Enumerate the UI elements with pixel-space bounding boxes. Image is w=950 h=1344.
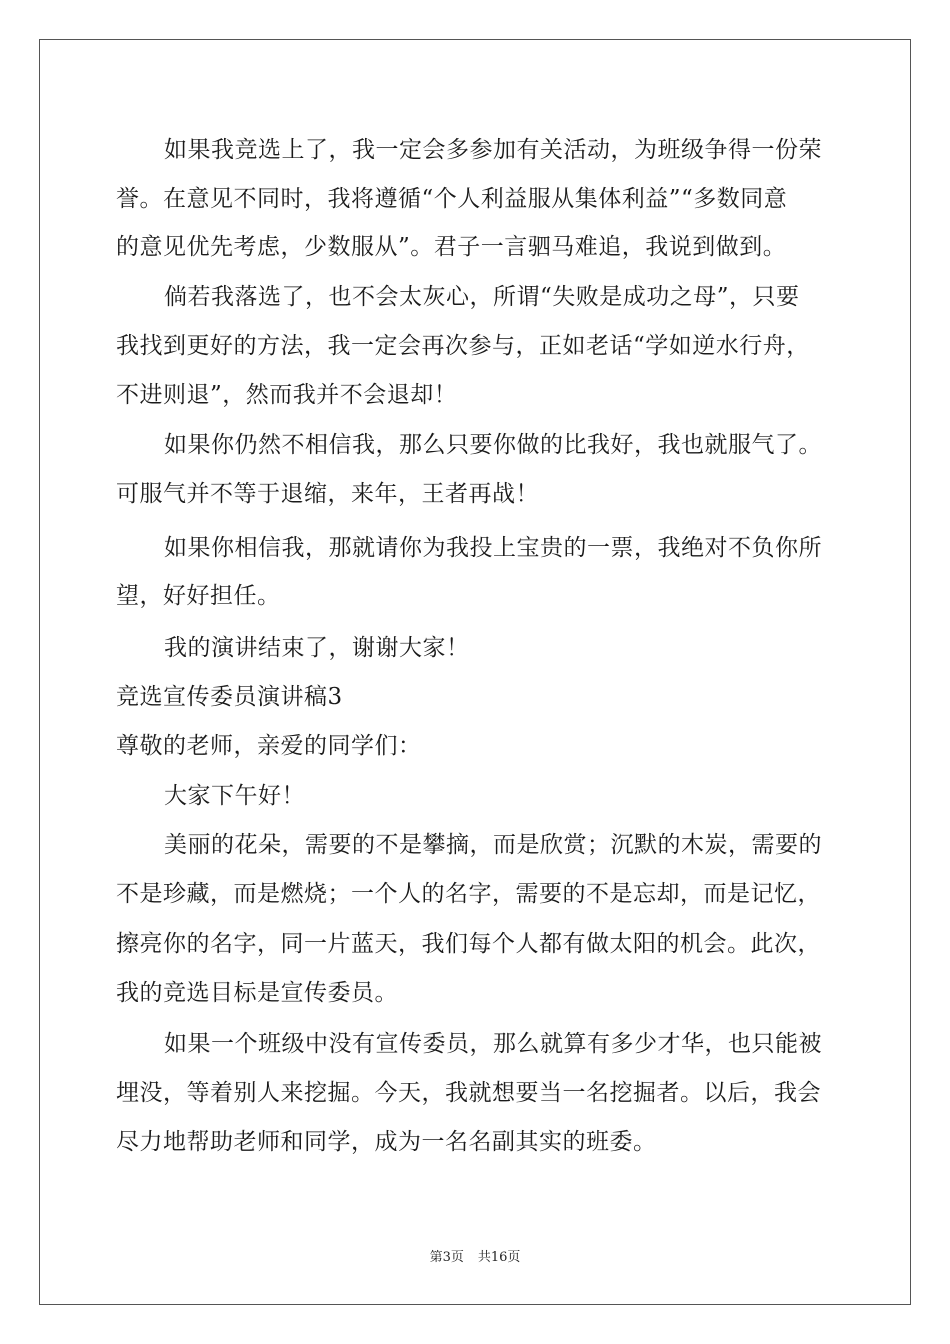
paragraph-line: 倘若我落选了，也不会太灰心，所谓“失败是成功之母”，只要	[164, 284, 800, 310]
paragraph-line: 美丽的花朵，需要的不是攀摘，而是欣赏；沉默的木炭，需要的	[164, 832, 822, 858]
page-total: 共16页	[477, 1250, 521, 1265]
paragraph-line: 如果一个班级中没有宣传委员，那么就算有多少才华，也只能被	[164, 1031, 822, 1057]
page-number: 第3页	[429, 1250, 464, 1265]
paragraph-line: 如果你仍然不相信我，那么只要你做的比我好，我也就服气了。	[164, 432, 822, 458]
paragraph-line: 如果你相信我，那就请你为我投上宝贵的一票，我绝对不负你所	[164, 535, 822, 561]
paragraph-line: 我的竞选目标是宣传委员。	[116, 980, 398, 1006]
paragraph-line: 望，好好担任。	[116, 583, 281, 609]
paragraph-line: 如果我竞选上了，我一定会多参加有关活动，为班级争得一份荣	[164, 137, 822, 163]
salutation: 尊敬的老师，亲爱的同学们：	[116, 733, 422, 759]
paragraph-line: 不进则退”，然而我并不会退却！	[116, 382, 458, 408]
paragraph-line: 我的演讲结束了，谢谢大家！	[164, 635, 470, 661]
paragraph-line: 的意见优先考虑，少数服从”。君子一言驷马难追，我说到做到。	[116, 234, 787, 260]
paragraph-line: 尽力地帮助老师和同学，成为一名名副其实的班委。	[116, 1129, 657, 1155]
paragraph-line: 擦亮你的名字，同一片蓝天，我们每个人都有做太阳的机会。此次，	[116, 931, 821, 957]
paragraph-line: 埋没，等着别人来挖掘。今天，我就想要当一名挖掘者。以后，我会	[116, 1080, 821, 1106]
section-heading: 竞选宣传委员演讲稿3	[116, 684, 343, 710]
paragraph-line: 不是珍藏，而是燃烧；一个人的名字，需要的不是忘却，而是记忆，	[116, 881, 821, 907]
paragraph-line: 可服气并不等于退缩，来年，王者再战！	[116, 481, 539, 507]
greeting: 大家下午好！	[164, 783, 305, 809]
paragraph-line: 誉。在意见不同时，我将遵循“个人利益服从集体利益”“多数同意	[116, 186, 788, 212]
paragraph-line: 我找到更好的方法，我一定会再次参与，正如老话“学如逆水行舟，	[116, 333, 810, 359]
page-footer	[0, 1246, 950, 1265]
